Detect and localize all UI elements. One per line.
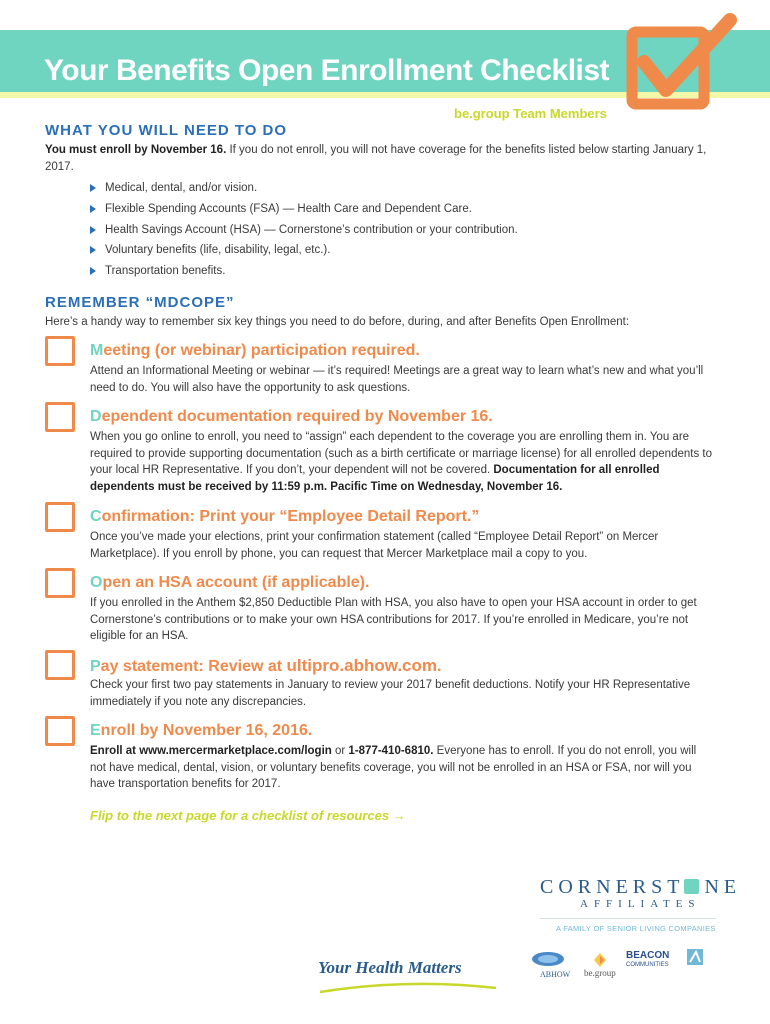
audience-label: be.group Team Members	[454, 106, 607, 121]
begroup-leaf-icon	[592, 952, 608, 968]
item-body-meeting: Attend an Informational Meeting or webinar — it’s required! Meetings are a great way to learn what’s new and what you’ll need to do. You will also have the opportunity to ask questions.	[90, 365, 704, 394]
list-item	[90, 240, 518, 261]
checklist-checkbox-pay[interactable]	[45, 650, 75, 680]
list-item-text: Medical, dental, and/or vision.	[105, 182, 258, 194]
benefits-list	[90, 178, 518, 282]
list-item-text: Voluntary benefits (life, disability, legal, etc.).	[105, 244, 331, 257]
item-initial: M	[90, 342, 104, 359]
checklist-checkbox-dependent[interactable]	[45, 402, 75, 432]
item-title-text: onfirmation: Print your “Employee Detail Report.”	[101, 508, 480, 525]
item-title-meeting	[90, 342, 420, 360]
item-initial: O	[90, 574, 103, 591]
begroup-logo-text: be.group	[584, 968, 616, 978]
ultipro-link[interactable]: ultipro.abhow.com	[286, 656, 438, 675]
item-title-pay	[90, 656, 441, 676]
item-body-text: When you go online to enroll, you need to “assign” each dependent to the coverage you are enrolling them in. You are required to provide supporting documentation (such as a birth certificate or marriage license) for all enrolled dependents to your local HR Representative. If you don’t, your dependent will not be covered.	[90, 431, 712, 476]
list-item	[90, 220, 518, 241]
cornerstone-text-right: NE	[704, 876, 742, 898]
checkmark-box-icon	[618, 10, 738, 120]
remember-intro: Here’s a handy way to remember six key things you need to do before, during, and after Benefits Open Enrollment:	[45, 316, 630, 328]
item-body-confirmation: Once you’ve made your elections, print your confirmation statement (called “Employee Detail Report” on Mercer Marketplace). If you enroll by phone, you can request that Mercer Marketplace mail a copy to you.	[90, 531, 659, 560]
item-body-pay: Check your first two pay statements in January to review your 2017 benefit deductions. Notify your HR Representative immediately if you note any discrepancies.	[90, 679, 691, 708]
bullet-arrow-icon	[90, 226, 96, 234]
item-body-dependent	[90, 429, 715, 495]
bullet-arrow-icon	[90, 184, 96, 192]
need-intro-rest: If you do not enroll, you will not have coverage for the benefits listed below starting January 1, 2017.	[45, 144, 707, 173]
cornerstone-o-icon	[684, 879, 699, 894]
swoosh-icon	[318, 980, 498, 994]
section-heading-remember: REMEMBER “MDCOPE”	[45, 294, 235, 311]
beacon-logo-text: BEACON	[626, 950, 670, 961]
list-item-text: Health Savings Account (HSA) — Cornerstone’s contribution or your contribution.	[105, 223, 518, 236]
phone-number: 1-877-410-6810.	[348, 745, 434, 757]
mercer-link[interactable]: Enroll at www.mercermarketplace.com/login	[90, 745, 332, 757]
health-matters-logo: Your Health Matters	[318, 958, 462, 977]
section-heading-need: WHAT YOU WILL NEED TO DO	[45, 122, 288, 139]
need-intro-bold: You must enroll by November 16.	[45, 144, 227, 156]
list-item	[90, 199, 518, 220]
beacon-logo-subtext: COMMUNITIES	[626, 962, 669, 968]
abhow-logo-icon	[530, 950, 566, 968]
item-initial: E	[90, 722, 101, 739]
item-title-end: .	[437, 658, 442, 675]
list-item	[90, 261, 518, 282]
affiliates-label: AFFILIATES	[580, 898, 701, 910]
checklist-checkbox-enroll[interactable]	[45, 716, 75, 746]
item-title-hsa	[90, 574, 369, 592]
item-initial: D	[90, 408, 102, 425]
bullet-arrow-icon	[90, 267, 96, 275]
item-body-bold: Documentation for all enrolled dependents must be received by 11:59 p.m. Pacific Time on Wednesday, November 16.	[90, 464, 660, 493]
page-title: Your Benefits Open Enrollment Checklist	[44, 54, 610, 87]
checklist-checkbox-confirmation[interactable]	[45, 502, 75, 532]
bullet-arrow-icon	[90, 246, 96, 254]
affiliate-logo-icon	[686, 948, 704, 966]
family-tagline: A FAMILY OF SENIOR LIVING COMPANIES	[556, 924, 716, 933]
flip-page-note: Flip to the next page for a checklist of resources →	[90, 808, 406, 823]
item-title-dependent	[90, 408, 493, 426]
list-item-text: Transportation benefits.	[105, 265, 226, 278]
footer-divider	[540, 918, 716, 919]
item-body-hsa: If you enrolled in the Anthem $2,850 Deductible Plan with HSA, you also have to open your HSA account in order to get Cornerstone’s contributions or to make your own HSA contributions for 2017. If you’re enrolled in Medicare, you’re not eligible for an HSA.	[90, 597, 697, 642]
item-title-text: ependent documentation required by November 16.	[101, 408, 493, 425]
item-title-confirmation	[90, 508, 479, 526]
abhow-logo-text: ABHOW	[540, 970, 571, 979]
item-initial: P	[90, 658, 101, 675]
bullet-arrow-icon	[90, 205, 96, 213]
item-title-text: nroll by November 16, 2016.	[100, 722, 313, 739]
need-intro	[45, 142, 715, 176]
list-item-text: Flexible Spending Accounts (FSA) — Health Care and Dependent Care.	[105, 202, 472, 215]
item-body-or: or	[331, 745, 349, 757]
item-title-text: eeting (or webinar) participation required.	[103, 342, 420, 359]
item-title-enroll	[90, 722, 312, 740]
list-item	[90, 178, 518, 199]
item-initial: C	[90, 508, 102, 525]
item-body-enroll	[90, 743, 715, 793]
checklist-checkbox-meeting[interactable]	[45, 336, 75, 366]
cornerstone-text-left: CORNERST	[540, 876, 685, 898]
item-title-text: pen an HSA account (if applicable).	[102, 574, 370, 591]
cornerstone-logo	[540, 876, 741, 899]
item-title-text: ay statement: Review at	[100, 658, 287, 675]
item-body-text: Everyone has to enroll. If you do not enroll, you will not have medical, dental, vision, or voluntary benefits coverage, you will not be enrolled in an HSA or FSA, nor will you have transportation benefits for 2017.	[90, 745, 697, 790]
checklist-checkbox-hsa[interactable]	[45, 568, 75, 598]
